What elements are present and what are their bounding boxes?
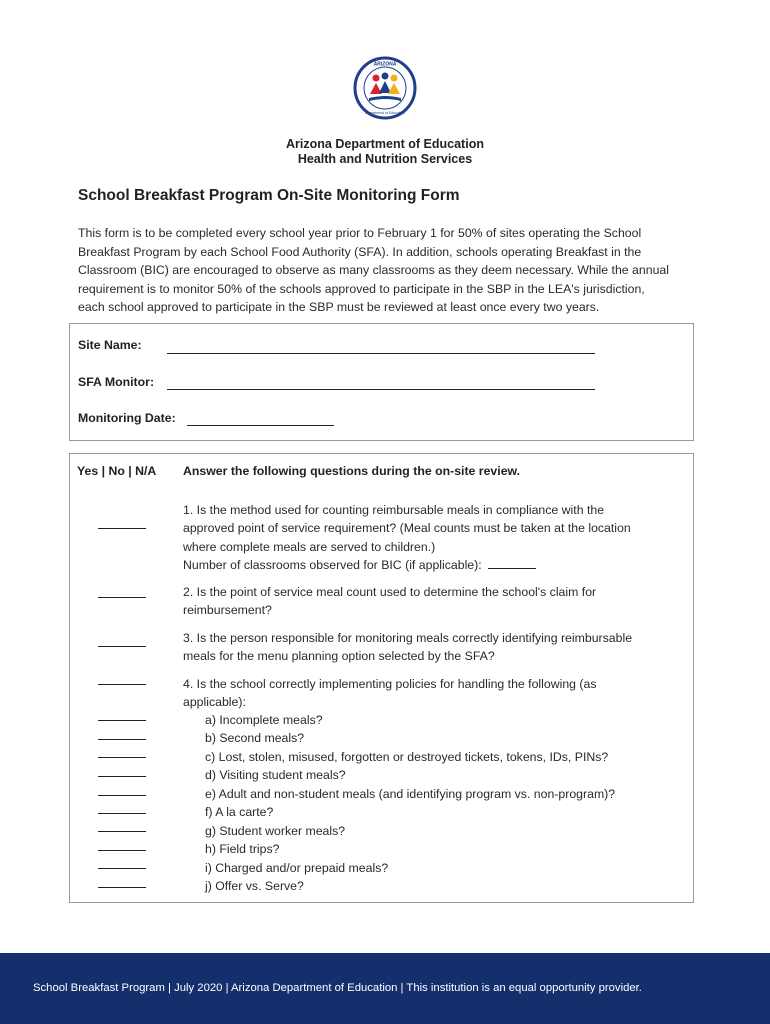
answer-blank-q4[interactable] — [98, 684, 146, 685]
intro-line: This form is to be completed every school year prior to February 1 for 50% of sites operating the School — [78, 226, 642, 240]
answer-blank-q4c[interactable] — [98, 757, 146, 758]
question-line: reimbursement? — [183, 603, 272, 618]
answer-blank-q4e[interactable] — [98, 795, 146, 796]
agency-name: Arizona Department of Education — [286, 137, 484, 151]
intro-line: Classroom (BIC) are encouraged to observe as many classrooms as they deem necessary. While the annual — [78, 263, 669, 278]
answer-blank-q4j[interactable] — [98, 887, 146, 888]
answer-blank-q4b[interactable] — [98, 739, 146, 740]
q4-sub-h: h) Field trips? — [205, 842, 280, 856]
question-1 — [183, 501, 631, 575]
question-line: 3. Is the person responsible for monitoring meals correctly identifying reimbursable — [183, 631, 633, 645]
question-line: where complete meals are served to children.) — [183, 539, 436, 554]
q4-sub-g: g) Student worker meals? — [205, 824, 346, 838]
yes-no-na-header: Yes | No | N/A — [77, 464, 157, 478]
svg-text:Department of Education: Department of Education — [365, 111, 405, 115]
ade-logo — [353, 56, 417, 120]
q4-sub-a: a) Incomplete meals? — [205, 713, 323, 727]
question-line: meals for the menu planning option selected by the SFA? — [183, 649, 495, 664]
q4-sub-c: c) Lost, stolen, misused, forgotten or destroyed tickets, tokens, IDs, PINs? — [205, 750, 609, 764]
site-name-label: Site Name: — [78, 338, 142, 352]
intro-line: each school approved to participate in the SBP must be reviewed at least once every two years. — [78, 300, 600, 315]
question-line: 4. Is the school correctly implementing policies for handling the following (as — [183, 677, 597, 691]
q4-sub-e: e) Adult and non-student meals (and identifying program vs. non-program)? — [205, 787, 616, 801]
q4-sub-b: b) Second meals? — [205, 731, 305, 745]
answer-blank-q4a[interactable] — [98, 720, 146, 721]
question-line: 1. Is the method used for counting reimbursable meals in compliance with the — [183, 503, 605, 517]
question-line: approved point of service requirement? (Meal counts must be taken at the location — [183, 521, 631, 536]
answer-blank-q3[interactable] — [98, 646, 146, 647]
intro-paragraph — [78, 224, 708, 317]
bic-classrooms-field[interactable] — [488, 558, 536, 569]
question-line: 2. Is the point of service meal count used to determine the school's claim for — [183, 585, 597, 599]
form-title: School Breakfast Program On-Site Monitoring Form — [78, 187, 460, 204]
answer-blank-q4i[interactable] — [98, 868, 146, 869]
answer-blank-q4d[interactable] — [98, 776, 146, 777]
question-4 — [183, 675, 597, 712]
bic-classrooms-line — [183, 556, 631, 574]
monitoring-date-field[interactable] — [187, 425, 334, 426]
answer-blank-q2[interactable] — [98, 597, 146, 598]
intro-line: Breakfast Program by each School Food Authority (SFA). In addition, schools operating Breakfast in the — [78, 244, 642, 259]
site-name-field[interactable] — [167, 353, 595, 354]
intro-line: requirement is to monitor 50% of the schools approved to participate in the SBP in the LEA's jurisdiction, — [78, 281, 645, 296]
sfa-monitor-label: SFA Monitor: — [78, 375, 155, 389]
monitoring-date-label: Monitoring Date: — [78, 411, 176, 425]
q4-sub-d: d) Visiting student meals? — [205, 768, 346, 782]
questions-instruction: Answer the following questions during the on-site review. — [183, 464, 521, 478]
question-line: applicable): — [183, 695, 246, 710]
answer-blank-q4h[interactable] — [98, 850, 146, 851]
sfa-monitor-field[interactable] — [167, 389, 595, 390]
division-name: Health and Nutrition Services — [297, 152, 473, 166]
question-3 — [183, 629, 632, 666]
svg-text:ARIZONA: ARIZONA — [373, 61, 397, 68]
answer-blank-q1[interactable] — [98, 528, 146, 529]
bic-classrooms-label: Number of classrooms observed for BIC (if applicable): — [183, 558, 482, 573]
answer-blank-q4f[interactable] — [98, 813, 146, 814]
q4-sub-j: j) Offer vs. Serve? — [205, 879, 304, 893]
question-2 — [183, 583, 596, 620]
answer-blank-q4g[interactable] — [98, 831, 146, 832]
q4-sub-i: i) Charged and/or prepaid meals? — [205, 861, 389, 875]
footer-text: School Breakfast Program | July 2020 | Arizona Department of Education | This institution is an equal opportunity provider. — [33, 982, 642, 994]
q4-sub-f: f) A la carte? — [205, 805, 274, 819]
